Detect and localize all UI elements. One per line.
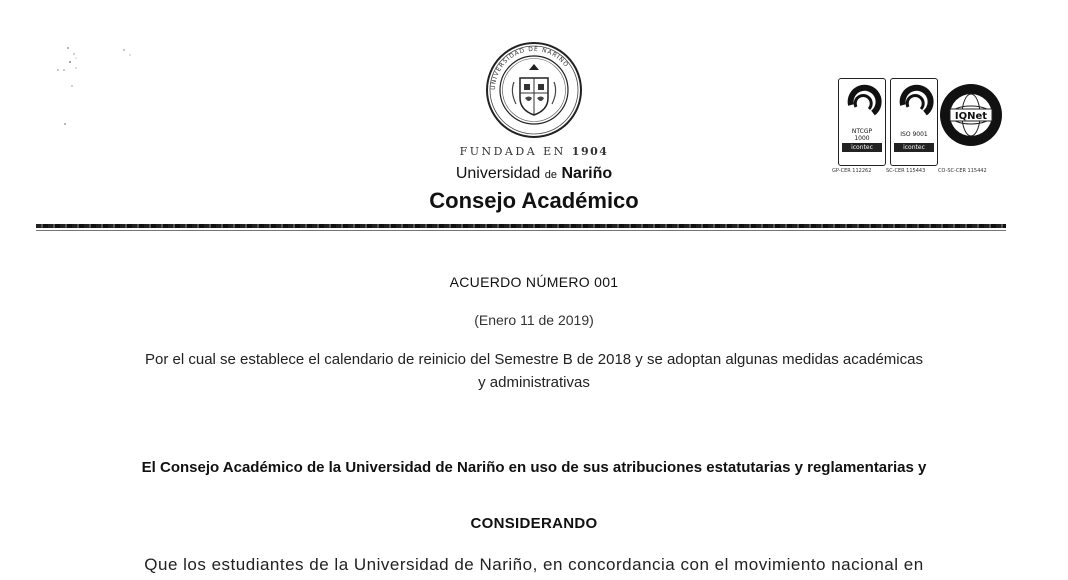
council-title: Consejo Académico — [429, 188, 639, 213]
university-seal-logo — [484, 40, 584, 140]
document-subject: Por el cual se establece el calendario de reinicio del Semestre B de 2018 y se adoptan algunas medidas académicas y administrativas — [145, 351, 923, 391]
cert-ntcgp-brand: icontec — [851, 144, 873, 151]
first-paragraph: Que los estudiantes de la Universidad de Nariño, en concordancia con el movimiento nacional en — [144, 555, 924, 574]
icontec-swirl-icon — [891, 79, 937, 165]
founded-year: 1904 — [571, 145, 609, 158]
header-rule-thin — [36, 230, 1006, 231]
document-preamble: El Consejo Académico de la Universidad de Nariño en uso de sus atribuciones estatutarias y reglamentarias y — [141, 459, 927, 476]
cert-iso-code: SC-CER 115443 — [886, 168, 926, 174]
considering-heading: CONSIDERANDO — [470, 515, 598, 532]
seal-ring-text: UNIVERSIDAD DE NARIÑO — [489, 45, 570, 91]
cert-ntcgp-line2: 1000 — [854, 135, 870, 142]
svg-text:UNIVERSIDAD DE NARIÑO — [490, 46, 570, 90]
university-name-part2: Nariño — [561, 165, 613, 182]
cert-iqnet-code: CO-SC-CER 115442 — [938, 168, 987, 174]
cert-iso-brand: icontec — [903, 144, 925, 151]
icontec-swirl-icon — [839, 79, 885, 165]
document-date: (Enero 11 de 2019) — [474, 312, 594, 328]
header-rule — [36, 224, 1006, 228]
university-name-de: de — [544, 169, 558, 181]
founded-label: FUNDADA EN — [459, 145, 566, 158]
certification-badge-iso9001 — [890, 78, 938, 166]
certification-badge-ntcgp — [838, 78, 886, 166]
cert-ntcgp-line1: NTCGP — [851, 128, 873, 135]
scan-specks — [50, 40, 160, 140]
document-title: ACUERDO NÚMERO 001 — [449, 274, 619, 290]
cert-ntcgp-code: GP-CER 112262 — [832, 168, 872, 174]
cert-iso-line1: ISO 9001 — [900, 131, 928, 138]
cert-iqnet-brand: IQNet — [954, 111, 988, 122]
university-name-part1: Universidad — [455, 165, 541, 182]
